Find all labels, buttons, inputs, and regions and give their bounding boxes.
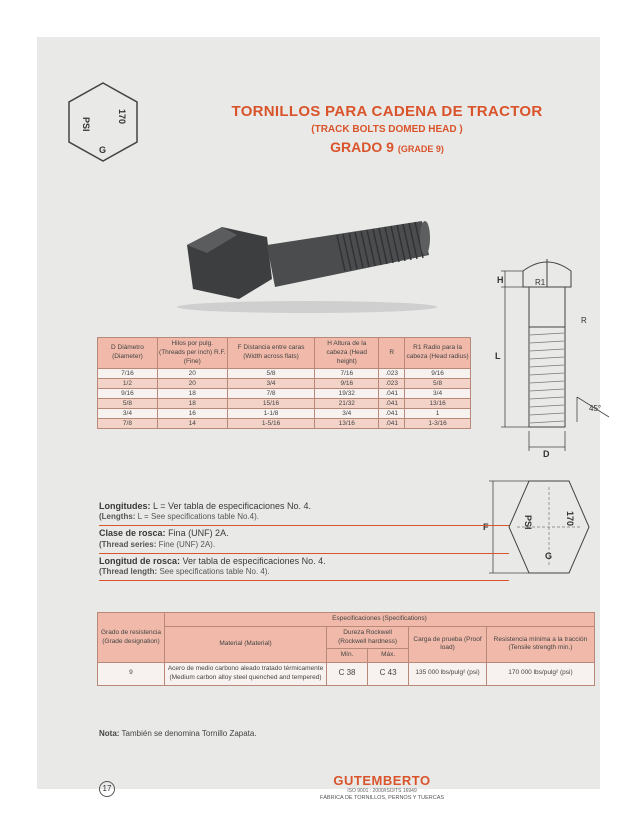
col-header-grade: Grado de resistencia (Grade designation) (98, 613, 165, 663)
hardness-max-cell: C 43 (368, 663, 409, 686)
page-number: 17 (99, 781, 115, 797)
table-cell: 14 (157, 419, 227, 429)
dimension-label-h: H (497, 275, 504, 285)
col-header-tensile: Resistencia mínima a la tracción (Tensile strength min.) (486, 626, 594, 662)
table-row (98, 399, 471, 409)
head-grade-letter: G (545, 551, 553, 561)
table-cell: 7/16 (315, 369, 379, 379)
head-psi-mark: PSI (523, 515, 533, 530)
table-cell: 15/16 (227, 399, 315, 409)
table-cell: .023 (379, 379, 405, 389)
table-cell: .041 (379, 409, 405, 419)
table-row (98, 379, 471, 389)
proof-load-cell: 135 000 lbs/pulg² (psi) (409, 663, 487, 686)
table-cell: 9/16 (315, 379, 379, 389)
table-row (98, 409, 471, 419)
bolt-dimension-diagram (477, 247, 617, 477)
grade-heading: GRADO 9 (GRADE 9) (330, 139, 444, 155)
table-row (98, 369, 471, 379)
page-title: TORNILLOS PARA CADENA DE TRACTOR (231, 103, 543, 120)
dimensions-table (97, 337, 471, 429)
lengths-note: Longitudes: L = Ver tabla de especificaciones No. 4. (Lengths: L = See specifications table No.4). (99, 499, 509, 526)
table-row (98, 389, 471, 399)
table-row (98, 663, 595, 686)
table-cell: 5/8 (405, 379, 471, 389)
col-header-proof-load: Carga de prueba (Proof load) (409, 626, 487, 662)
grade-hex-logo (67, 81, 139, 163)
table-cell: 20 (157, 379, 227, 389)
col-header: R (379, 338, 405, 369)
notes-block (99, 499, 509, 581)
table-cell: 5/8 (98, 399, 158, 409)
table-cell: 1-3/16 (405, 419, 471, 429)
dimension-label-d: D (543, 449, 550, 459)
dimension-label-f: F (483, 522, 489, 532)
table-cell: 16 (157, 409, 227, 419)
angle-label: 45° (589, 404, 602, 413)
dimensions-table-header (98, 338, 471, 369)
table-cell: 7/8 (98, 419, 158, 429)
brand-logo: GUTEMBERTO ISO 9001 : 2000/ISO/TS 16949 FÁBRICA DE TORNILLOS, PERNOS Y TUERCAS (319, 773, 445, 801)
head-grade-number: 170 (565, 511, 575, 527)
dimension-label-r1: R1 (535, 278, 546, 287)
col-header-min: Mín. (327, 649, 368, 663)
thread-class-note: Clase de rosca: Fina (UNF) 2A. (Thread series: Fine (UNF) 2A). (99, 526, 509, 553)
table-cell: .023 (379, 369, 405, 379)
logo-psi-mark: PSI (81, 117, 91, 132)
table-cell: .041 (379, 399, 405, 409)
table-cell: .041 (379, 419, 405, 429)
catalog-page (37, 37, 602, 801)
table-cell: 1-1/8 (227, 409, 315, 419)
table-cell: 5/8 (227, 369, 315, 379)
mechanical-specs-table (97, 612, 595, 686)
table-cell: 21/32 (315, 399, 379, 409)
table-cell: 18 (157, 389, 227, 399)
table-cell: 13/16 (405, 399, 471, 409)
table-cell: 9/16 (405, 369, 471, 379)
hardness-min-cell: C 38 (327, 663, 368, 686)
logo-grade-number: 170 (117, 109, 127, 125)
table-cell: 7/16 (98, 369, 158, 379)
dimension-label-r: R (581, 316, 587, 325)
table-row (98, 419, 471, 429)
table-cell: 1/2 (98, 379, 158, 389)
col-header: Hilos por pulg. (Threads per inch) R.F. (Fine) (157, 338, 227, 369)
tensile-cell: 170 000 lbs/pulg² (psi) (486, 663, 594, 686)
logo-grade-letter: G (99, 145, 107, 155)
col-header: R1 Radio para la cabeza (Head radius) (405, 338, 471, 369)
table-cell: 1-5/16 (227, 419, 315, 429)
material-cell: Acero de medio carbono aleado tratado térmicamente (Medium carbon alloy steel quenched and tempered) (164, 663, 326, 686)
specs-group-header: Especificaciones (Specifications) (164, 613, 594, 627)
title-block (177, 103, 597, 155)
table-cell: 7/8 (227, 389, 315, 399)
page-subtitle: (TRACK BOLTS DOMED HEAD ) (311, 124, 463, 135)
table-cell: 3/4 (227, 379, 315, 389)
col-header-max: Máx. (368, 649, 409, 663)
table-cell: 3/4 (315, 409, 379, 419)
bolt-photo (167, 207, 452, 317)
col-header: H Altura de la cabeza (Head height) (315, 338, 379, 369)
table-cell: 1 (405, 409, 471, 419)
table-cell: 3/4 (98, 409, 158, 419)
table-cell: .041 (379, 389, 405, 399)
dimension-label-l: L (495, 351, 501, 361)
grade-cell: 9 (98, 663, 165, 686)
table-cell: 3/4 (405, 389, 471, 399)
table-cell: 18 (157, 399, 227, 409)
col-header: F Distancia entre caras (Width across flats) (227, 338, 315, 369)
table-cell: 19/32 (315, 389, 379, 399)
col-header: D Diámetro (Diameter) (98, 338, 158, 369)
col-header-hardness: Dureza Rockwell (Rockwell hardness) (327, 626, 409, 649)
footnote: Nota: También se denomina Tornillo Zapata. (99, 729, 257, 738)
col-header-material: Material (Material) (164, 626, 326, 662)
table-cell: 13/16 (315, 419, 379, 429)
table-cell: 9/16 (98, 389, 158, 399)
thread-length-note: Longitud de rosca: Ver tabla de especificaciones No. 4. (Thread length: See specifications table No. 4). (99, 554, 509, 581)
table-cell: 20 (157, 369, 227, 379)
